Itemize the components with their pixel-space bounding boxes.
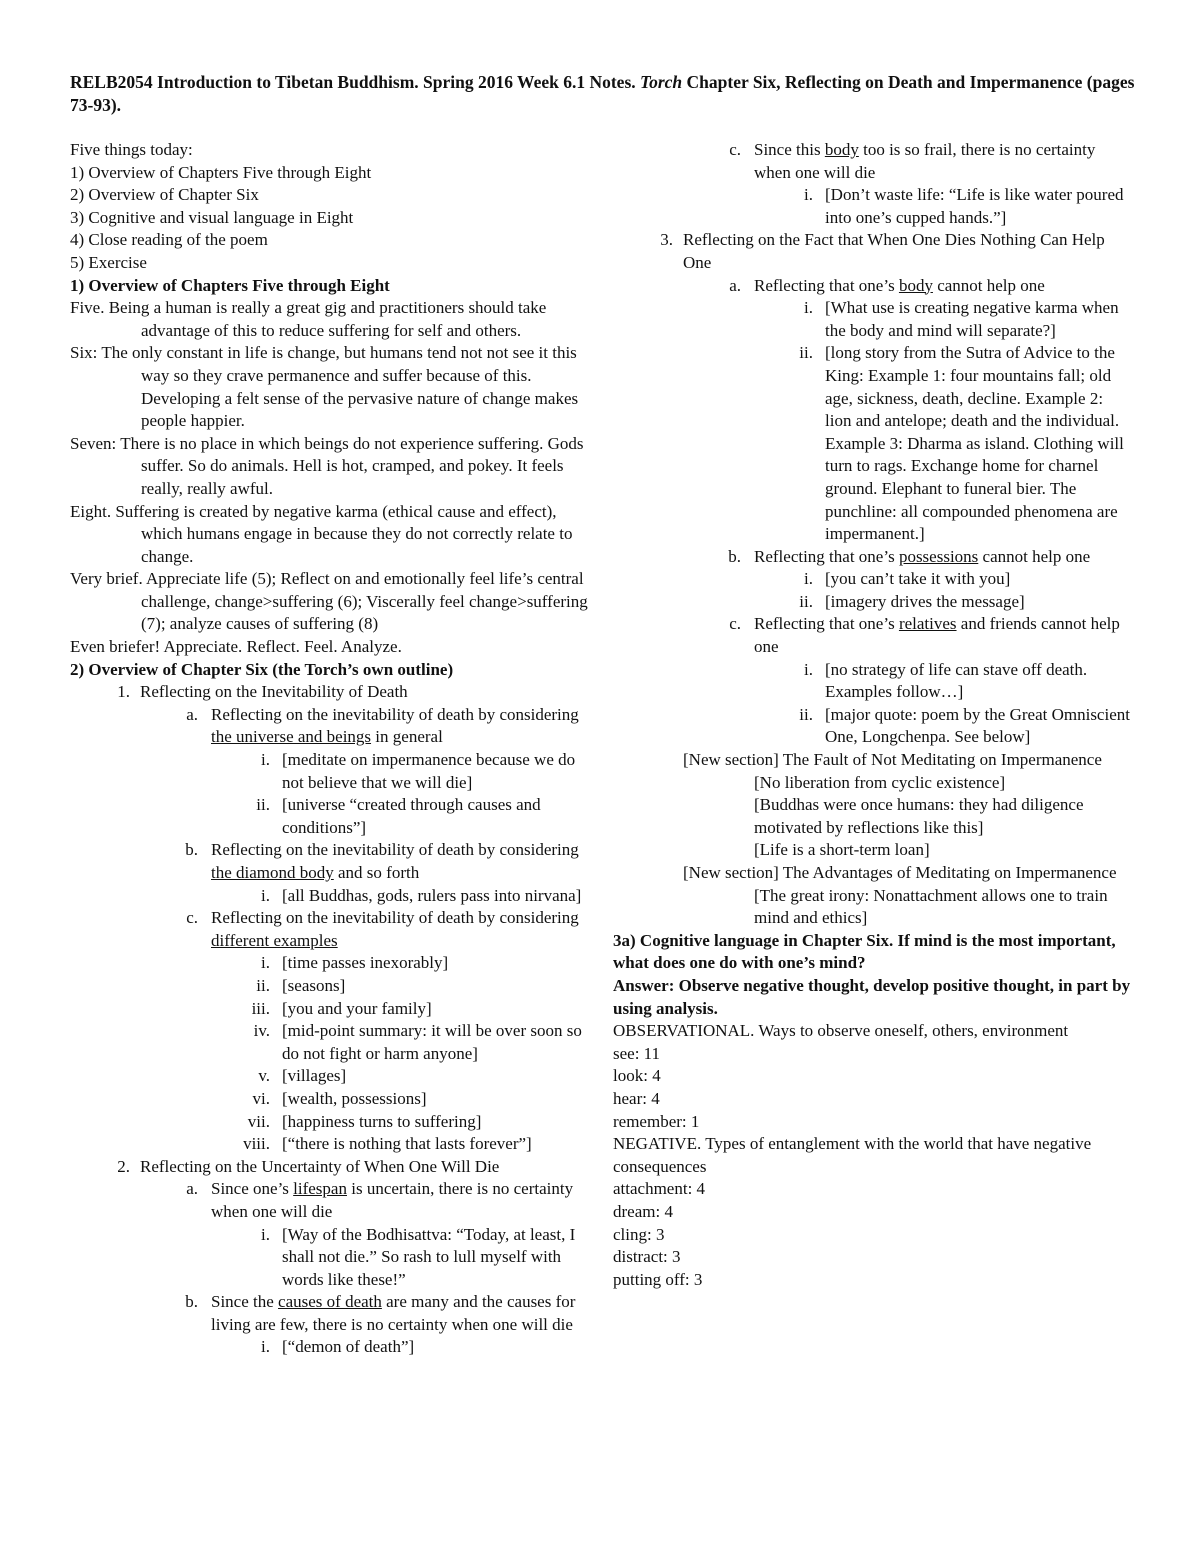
roman-item bbox=[613, 184, 1133, 229]
outline-item-3a-part-2: cannot help one bbox=[932, 275, 1045, 295]
roman-item-text: [Don’t waste life: “Life is like water poured into one’s cupped hands.”] bbox=[825, 185, 1124, 227]
fault-item bbox=[613, 794, 1133, 839]
roman-item-text: [“there is nothing that lasts forever”] bbox=[282, 1134, 532, 1154]
outline-item-2a-part-0: Since one’s bbox=[211, 1179, 294, 1199]
new-section-fault-text: [New section] The Fault of Not Meditating on Impermanence bbox=[683, 750, 1102, 770]
advantage-item-text: [The great irony: Nonattachment allows one to train mind and ethics] bbox=[754, 885, 1108, 928]
list-marker: c. bbox=[186, 908, 198, 928]
outline-item-1c bbox=[70, 907, 590, 952]
intro-line-text: Five things today: bbox=[70, 140, 193, 159]
word-count-item-text: dream: 4 bbox=[613, 1201, 673, 1221]
observational-heading-text: OBSERVATIONAL. Ways to observe oneself, others, environment bbox=[613, 1021, 1069, 1041]
list-marker: i. bbox=[261, 885, 270, 905]
intro-line-text: 3) Cognitive and visual language in Eight bbox=[70, 207, 354, 227]
roman-item-text: [you can’t take it with you] bbox=[825, 569, 1011, 589]
section-heading-1-text: 1) Overview of Chapters Five through Eight bbox=[70, 275, 390, 295]
outline-item-1a bbox=[70, 704, 590, 749]
outline-item-2c-part-2: too is so frail, there is no certainty when one will die bbox=[754, 140, 1096, 182]
list-marker: vii. bbox=[247, 1111, 270, 1131]
chapter-summary bbox=[70, 297, 590, 342]
title-text-end: Chapter Six, Reflecting on Death and Impermanence (pages 73-93). bbox=[70, 72, 1135, 115]
new-section-advantages-text: [New section] The Advantages of Meditating on Impermanence bbox=[683, 863, 1117, 882]
word-count-item bbox=[613, 1065, 1133, 1088]
roman-item bbox=[70, 1133, 590, 1156]
roman-item bbox=[70, 1111, 590, 1134]
roman-item-text: [no strategy of life can stave off death. Examples follow…] bbox=[825, 659, 1088, 702]
section-heading-3a bbox=[613, 930, 1133, 975]
outline-item-3c-part-2: and friends cannot help one bbox=[754, 614, 1120, 657]
roman-item-text: [seasons] bbox=[282, 975, 346, 995]
list-marker: b. bbox=[728, 546, 741, 566]
chapter-summary-text: Very brief. Appreciate life (5); Reflect on and emotionally feel life’s central challenge, change>suffering (6); Viscerally feel change>suffering (7); analyze causes of suffering (8) bbox=[70, 569, 588, 634]
word-count-item-text: cling: 3 bbox=[613, 1224, 665, 1244]
roman-item bbox=[70, 952, 590, 975]
outline-item-3a-part-1: body bbox=[898, 275, 933, 295]
roman-item-text: [What use is creating negative karma when the body and mind will separate?] bbox=[825, 298, 1119, 340]
roman-item bbox=[70, 1065, 590, 1088]
section-heading-3a-text: 3a) Cognitive language in Chapter Six. If mind is the most important, what does one do with one’s mind? bbox=[613, 930, 1116, 973]
intro-line bbox=[70, 207, 590, 230]
list-marker: c. bbox=[729, 614, 741, 634]
list-marker: vi. bbox=[252, 1088, 270, 1108]
outline-item-2-text: Reflecting on the Uncertainty of When One Will Die bbox=[140, 1156, 500, 1176]
outline-item-3b bbox=[613, 546, 1133, 569]
roman-item-text: [you and your family] bbox=[282, 998, 432, 1018]
word-count-item-text: see: 11 bbox=[613, 1043, 661, 1063]
roman-item bbox=[70, 885, 590, 908]
intro-line-text: 4) Close reading of the poem bbox=[70, 230, 268, 250]
outline-item-1 bbox=[70, 681, 590, 704]
fault-item bbox=[613, 839, 1133, 862]
outline-item-2a-part-1: lifespan bbox=[293, 1179, 347, 1199]
outline-item-1a-part-1: the universe and beings bbox=[211, 727, 372, 747]
answer-line-text: Answer: Observe negative thought, develop positive thought, in part by using analysis. bbox=[613, 975, 1131, 1018]
chapter-summary-text: Six: The only constant in life is change, but humans tend not not see it this way so they crave permanence and suffer because of this. Developing a felt sense of the pervasive nature of change makes people happier. bbox=[70, 343, 579, 431]
roman-item bbox=[613, 297, 1133, 342]
roman-item bbox=[70, 998, 590, 1021]
list-marker: i. bbox=[261, 750, 270, 770]
even-briefer-line bbox=[70, 636, 590, 659]
chapter-summary bbox=[70, 568, 590, 636]
outline-item-1c-part-0: Reflecting on the inevitability of death by considering bbox=[211, 908, 579, 928]
roman-item bbox=[613, 659, 1133, 704]
word-count-item bbox=[613, 1088, 1133, 1111]
word-count-item bbox=[613, 1269, 1133, 1292]
fault-item bbox=[613, 772, 1133, 795]
list-marker: b. bbox=[185, 840, 198, 860]
word-count-item-text: remember: 1 bbox=[613, 1111, 700, 1131]
roman-item-text: [meditate on impermanence because we do not believe that we will die] bbox=[282, 750, 576, 792]
outline-item-1b bbox=[70, 839, 590, 884]
roman-item bbox=[70, 1020, 590, 1065]
roman-item bbox=[70, 794, 590, 839]
list-marker: ii. bbox=[256, 975, 270, 995]
roman-item-text: [mid-point summary: it will be over soon so do not fight or harm anyone] bbox=[282, 1021, 582, 1063]
list-marker: viii. bbox=[243, 1134, 270, 1154]
outline-item-1b-part-0: Reflecting on the inevitability of death by considering bbox=[211, 840, 579, 860]
roman-item-text: [happiness turns to suffering] bbox=[282, 1111, 482, 1131]
section-heading-1 bbox=[70, 275, 590, 298]
roman-item bbox=[613, 568, 1133, 591]
list-marker: i. bbox=[261, 1224, 270, 1244]
outline-item-1b-part-2: and so forth bbox=[333, 863, 420, 882]
list-marker: 1. bbox=[117, 682, 130, 702]
outline-item-1-text: Reflecting on the Inevitability of Death bbox=[140, 682, 408, 702]
outline-item-2b bbox=[70, 1291, 590, 1336]
outline-item-1b-part-1: the diamond body bbox=[211, 863, 334, 882]
word-count-item bbox=[613, 1178, 1133, 1201]
fault-item-text: [No liberation from cyclic existence] bbox=[754, 772, 1006, 792]
outline-item-2c bbox=[613, 139, 1133, 184]
roman-item-text: [major quote: poem by the Great Omniscient One, Longchenpa. See below] bbox=[825, 704, 1130, 747]
list-marker: i. bbox=[804, 185, 813, 205]
outline-item-3-text: Reflecting on the Fact that When One Dies Nothing Can Help One bbox=[683, 230, 1105, 272]
word-count-item bbox=[613, 1111, 1133, 1134]
roman-item bbox=[613, 704, 1133, 749]
intro-line bbox=[70, 229, 590, 252]
new-section-advantages bbox=[613, 862, 1133, 885]
roman-item-text: [wealth, possessions] bbox=[282, 1088, 427, 1108]
roman-item bbox=[613, 342, 1133, 545]
roman-item-text: [imagery drives the message] bbox=[825, 591, 1025, 611]
section-heading-2-text: 2) Overview of Chapter Six (the Torch’s own outline) bbox=[70, 659, 454, 679]
list-marker: i. bbox=[804, 659, 813, 679]
outline-item-2b-part-1: causes of death bbox=[278, 1292, 382, 1312]
list-marker: iv. bbox=[253, 1021, 270, 1041]
outline-item-2a-part-2: is uncertain, there is no certainty when one will die bbox=[211, 1179, 574, 1221]
intro-line bbox=[70, 184, 590, 207]
roman-item bbox=[70, 1224, 590, 1292]
roman-item-text: [villages] bbox=[282, 1066, 347, 1086]
roman-item-text: [long story from the Sutra of Advice to the King: Example 1: four mountains fall; old age, sickness, death, decline. Example 2: lion and antelope; death and the individual. Example 3: Dharma as island. Clothing will turn to rags. Exchange home for charnel ground. Elephant to funeral bier. The punchline: all compounded phenomena are impermanent.] bbox=[825, 343, 1124, 544]
roman-item-text: [all Buddhas, gods, rulers pass into nirvana] bbox=[282, 885, 582, 905]
list-marker: ii. bbox=[799, 591, 813, 611]
roman-item bbox=[613, 591, 1133, 614]
section-heading-2 bbox=[70, 659, 590, 682]
word-count-item-text: distract: 3 bbox=[613, 1247, 681, 1267]
outline-item-3b-part-0: Reflecting that one’s bbox=[754, 546, 899, 566]
list-marker: i. bbox=[804, 298, 813, 318]
outline-item-2b-part-2: are many and the causes for living are few, there is no certainty when one will die bbox=[211, 1292, 576, 1334]
outline-item-3a-part-0: Reflecting that one’s bbox=[754, 275, 899, 295]
list-marker: 3. bbox=[660, 230, 673, 250]
advantage-item bbox=[613, 885, 1133, 930]
outline-item-2c-part-1: body bbox=[824, 140, 859, 159]
roman-item-text: [Way of the Bodhisattva: “Today, at least, I shall not die.” So rash to lull myself with words like these!” bbox=[282, 1224, 576, 1289]
outline-item-2b-part-0: Since the bbox=[211, 1292, 279, 1312]
word-count-item bbox=[613, 1224, 1133, 1247]
new-section-fault bbox=[613, 749, 1133, 772]
outline-item-3a bbox=[613, 275, 1133, 298]
roman-item-text: [“demon of death”] bbox=[282, 1337, 415, 1357]
list-marker: i. bbox=[804, 569, 813, 589]
list-marker: ii. bbox=[799, 704, 813, 724]
outline-item-2a bbox=[70, 1178, 590, 1223]
chapter-summary-text: Eight. Suffering is created by negative karma (ethical cause and effect), which humans engage in because they do not correctly relate to change. bbox=[70, 501, 573, 566]
word-count-item-text: putting off: 3 bbox=[613, 1269, 703, 1289]
document-title bbox=[70, 71, 1145, 116]
outline-item-3c-part-0: Reflecting that one’s bbox=[754, 614, 899, 634]
word-count-item-text: attachment: 4 bbox=[613, 1179, 706, 1199]
list-marker: c. bbox=[729, 140, 741, 159]
left-column bbox=[70, 139, 590, 1359]
negative-heading-text: NEGATIVE. Types of entanglement with the world that have negative consequences bbox=[613, 1134, 1092, 1176]
intro-line bbox=[70, 252, 590, 275]
list-marker: a. bbox=[186, 704, 198, 724]
observational-heading bbox=[613, 1020, 1133, 1043]
fault-item-text: [Buddhas were once humans: they had diligence motivated by reflections like this] bbox=[754, 795, 1084, 837]
list-marker: 2. bbox=[117, 1156, 130, 1176]
chapter-summary bbox=[70, 501, 590, 569]
outline-item-3b-part-2: cannot help one bbox=[978, 546, 1091, 566]
outline-item-2c-part-0: Since this bbox=[754, 140, 825, 159]
list-marker: a. bbox=[186, 1179, 198, 1199]
list-marker: ii. bbox=[256, 795, 270, 815]
chapter-summary-text: Seven: There is no place in which beings do not experience suffering. Gods suffer. So do animals. Hell is hot, cramped, and pokey. It feels really, really awful. bbox=[70, 433, 584, 498]
list-marker: i. bbox=[261, 953, 270, 973]
negative-heading bbox=[613, 1133, 1133, 1178]
chapter-summary bbox=[70, 342, 590, 432]
list-marker: b. bbox=[185, 1292, 198, 1312]
right-column bbox=[613, 139, 1133, 1291]
roman-item bbox=[70, 1088, 590, 1111]
roman-item bbox=[70, 975, 590, 998]
outline-item-2 bbox=[70, 1156, 590, 1179]
outline-item-1a-part-0: Reflecting on the inevitability of death by considering bbox=[211, 704, 579, 724]
outline-item-1a-part-2: in general bbox=[371, 727, 443, 747]
title-italic: Torch bbox=[640, 72, 683, 92]
roman-item bbox=[70, 1336, 590, 1359]
outline-item-1c-part-1: different examples bbox=[211, 930, 338, 950]
outline-item-3b-part-1: possessions bbox=[898, 546, 979, 566]
word-count-item-text: hear: 4 bbox=[613, 1088, 660, 1108]
list-marker: iii. bbox=[251, 998, 270, 1018]
list-marker: ii. bbox=[799, 343, 813, 363]
chapter-summary-text: Five. Being a human is really a great gig and practitioners should take advantage of this to reduce suffering for self and others. bbox=[70, 298, 547, 340]
intro-line-text: 5) Exercise bbox=[70, 252, 147, 272]
answer-line bbox=[613, 975, 1133, 1020]
outline-item-3c-part-1: relatives bbox=[898, 614, 957, 634]
outline-item-3c bbox=[613, 613, 1133, 658]
word-count-item-text: look: 4 bbox=[613, 1066, 661, 1086]
roman-item bbox=[70, 749, 590, 794]
even-briefer-line-text: Even briefer! Appreciate. Reflect. Feel. Analyze. bbox=[70, 637, 402, 657]
intro-line bbox=[70, 162, 590, 185]
word-count-item bbox=[613, 1201, 1133, 1224]
fault-item-text: [Life is a short-term loan] bbox=[754, 840, 930, 860]
roman-item-text: [time passes inexorably] bbox=[282, 953, 449, 973]
roman-item-text: [universe “created through causes and conditions”] bbox=[282, 795, 541, 837]
word-count-item bbox=[613, 1043, 1133, 1066]
list-marker: i. bbox=[261, 1337, 270, 1357]
title-text: RELB2054 Introduction to Tibetan Buddhism. Spring 2016 Week 6.1 Notes. bbox=[70, 72, 641, 92]
intro-line-text: 1) Overview of Chapters Five through Eight bbox=[70, 162, 372, 182]
list-marker: v. bbox=[258, 1066, 270, 1086]
chapter-summary bbox=[70, 433, 590, 501]
word-count-item bbox=[613, 1246, 1133, 1269]
intro-line bbox=[70, 139, 590, 162]
outline-item-3 bbox=[613, 229, 1133, 274]
list-marker: a. bbox=[729, 275, 741, 295]
intro-line-text: 2) Overview of Chapter Six bbox=[70, 185, 259, 205]
